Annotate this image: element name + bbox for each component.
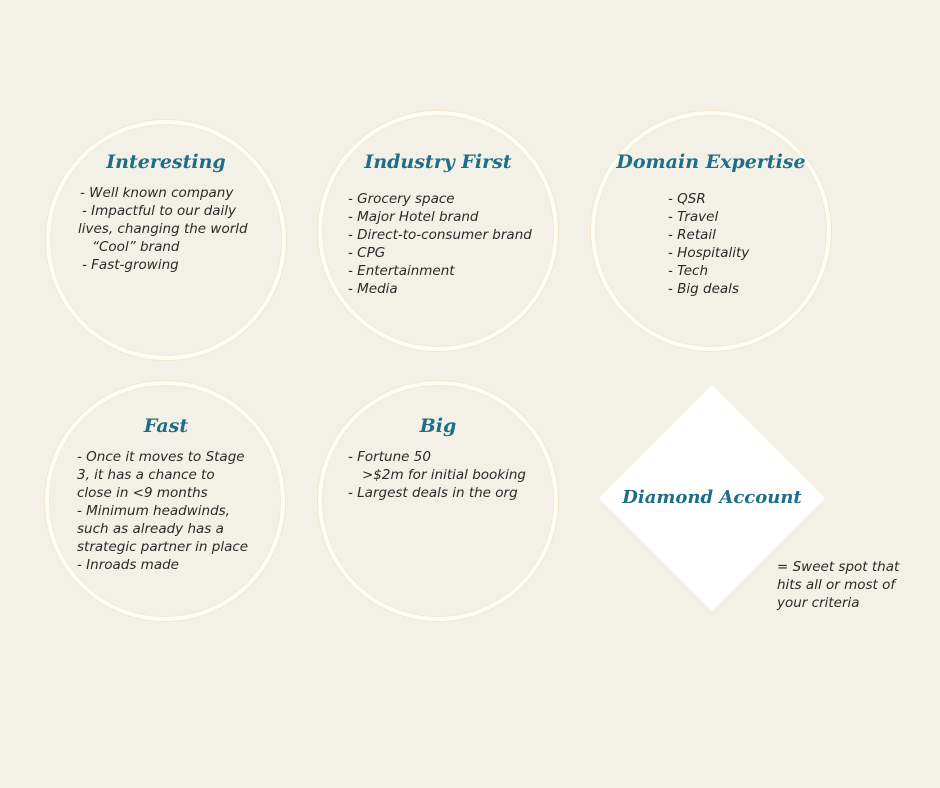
list-item: - Entertainment (348, 263, 455, 279)
circle-body-fast (77, 448, 248, 574)
circle-body-industry-first (348, 190, 532, 298)
list-item: - Well known company (80, 185, 234, 201)
circle-body-interesting (80, 184, 248, 274)
list-item: - Inroads made (77, 557, 179, 573)
list-item: - Fast-growing (82, 257, 179, 273)
circle-title-interesting: Interesting (106, 151, 226, 173)
list-item: - Big deals (668, 281, 739, 297)
circle-body-big (348, 448, 526, 502)
list-item: - Minimum headwinds, (77, 503, 230, 519)
note-line: = Sweet spot that (777, 559, 900, 575)
diamond-account-title: Diamond Account (622, 487, 802, 508)
circle-body-domain-expertise (668, 190, 749, 298)
list-item: - Impactful to our daily (82, 203, 237, 219)
list-item: - Tech (668, 263, 709, 279)
circle-title-domain-expertise: Domain Expertise (616, 151, 806, 173)
list-item: >$2m for initial booking (362, 467, 526, 483)
list-item: lives, changing the world (78, 221, 248, 237)
list-item: - Direct-to-consumer brand (348, 227, 532, 243)
list-item: - CPG (348, 245, 386, 261)
list-item: - Hospitality (668, 245, 750, 261)
note-line: your criteria (777, 595, 860, 611)
list-item: - Retail (668, 227, 716, 243)
note-line: hits all or most of (777, 577, 896, 593)
list-item: - Travel (668, 209, 719, 225)
list-item: - Once it moves to Stage (77, 449, 245, 465)
list-item: such as already has a (77, 521, 224, 537)
circle-title-industry-first: Industry First (364, 151, 512, 173)
list-item: - Grocery space (348, 191, 455, 207)
list-item: - Largest deals in the org (348, 485, 518, 501)
list-item: strategic partner in place (77, 539, 249, 555)
list-item: 3, it has a chance to (77, 467, 215, 483)
list-item: - Media (348, 281, 398, 297)
list-item: - Major Hotel brand (348, 209, 479, 225)
circle-title-big: Big (419, 415, 457, 437)
list-item: - QSR (668, 191, 706, 207)
list-item: close in <9 months (77, 485, 208, 501)
diamond-account-note (777, 558, 899, 612)
circle-title-fast: Fast (143, 415, 189, 437)
list-item: “Cool” brand (92, 239, 180, 255)
list-item: - Fortune 50 (348, 449, 431, 465)
